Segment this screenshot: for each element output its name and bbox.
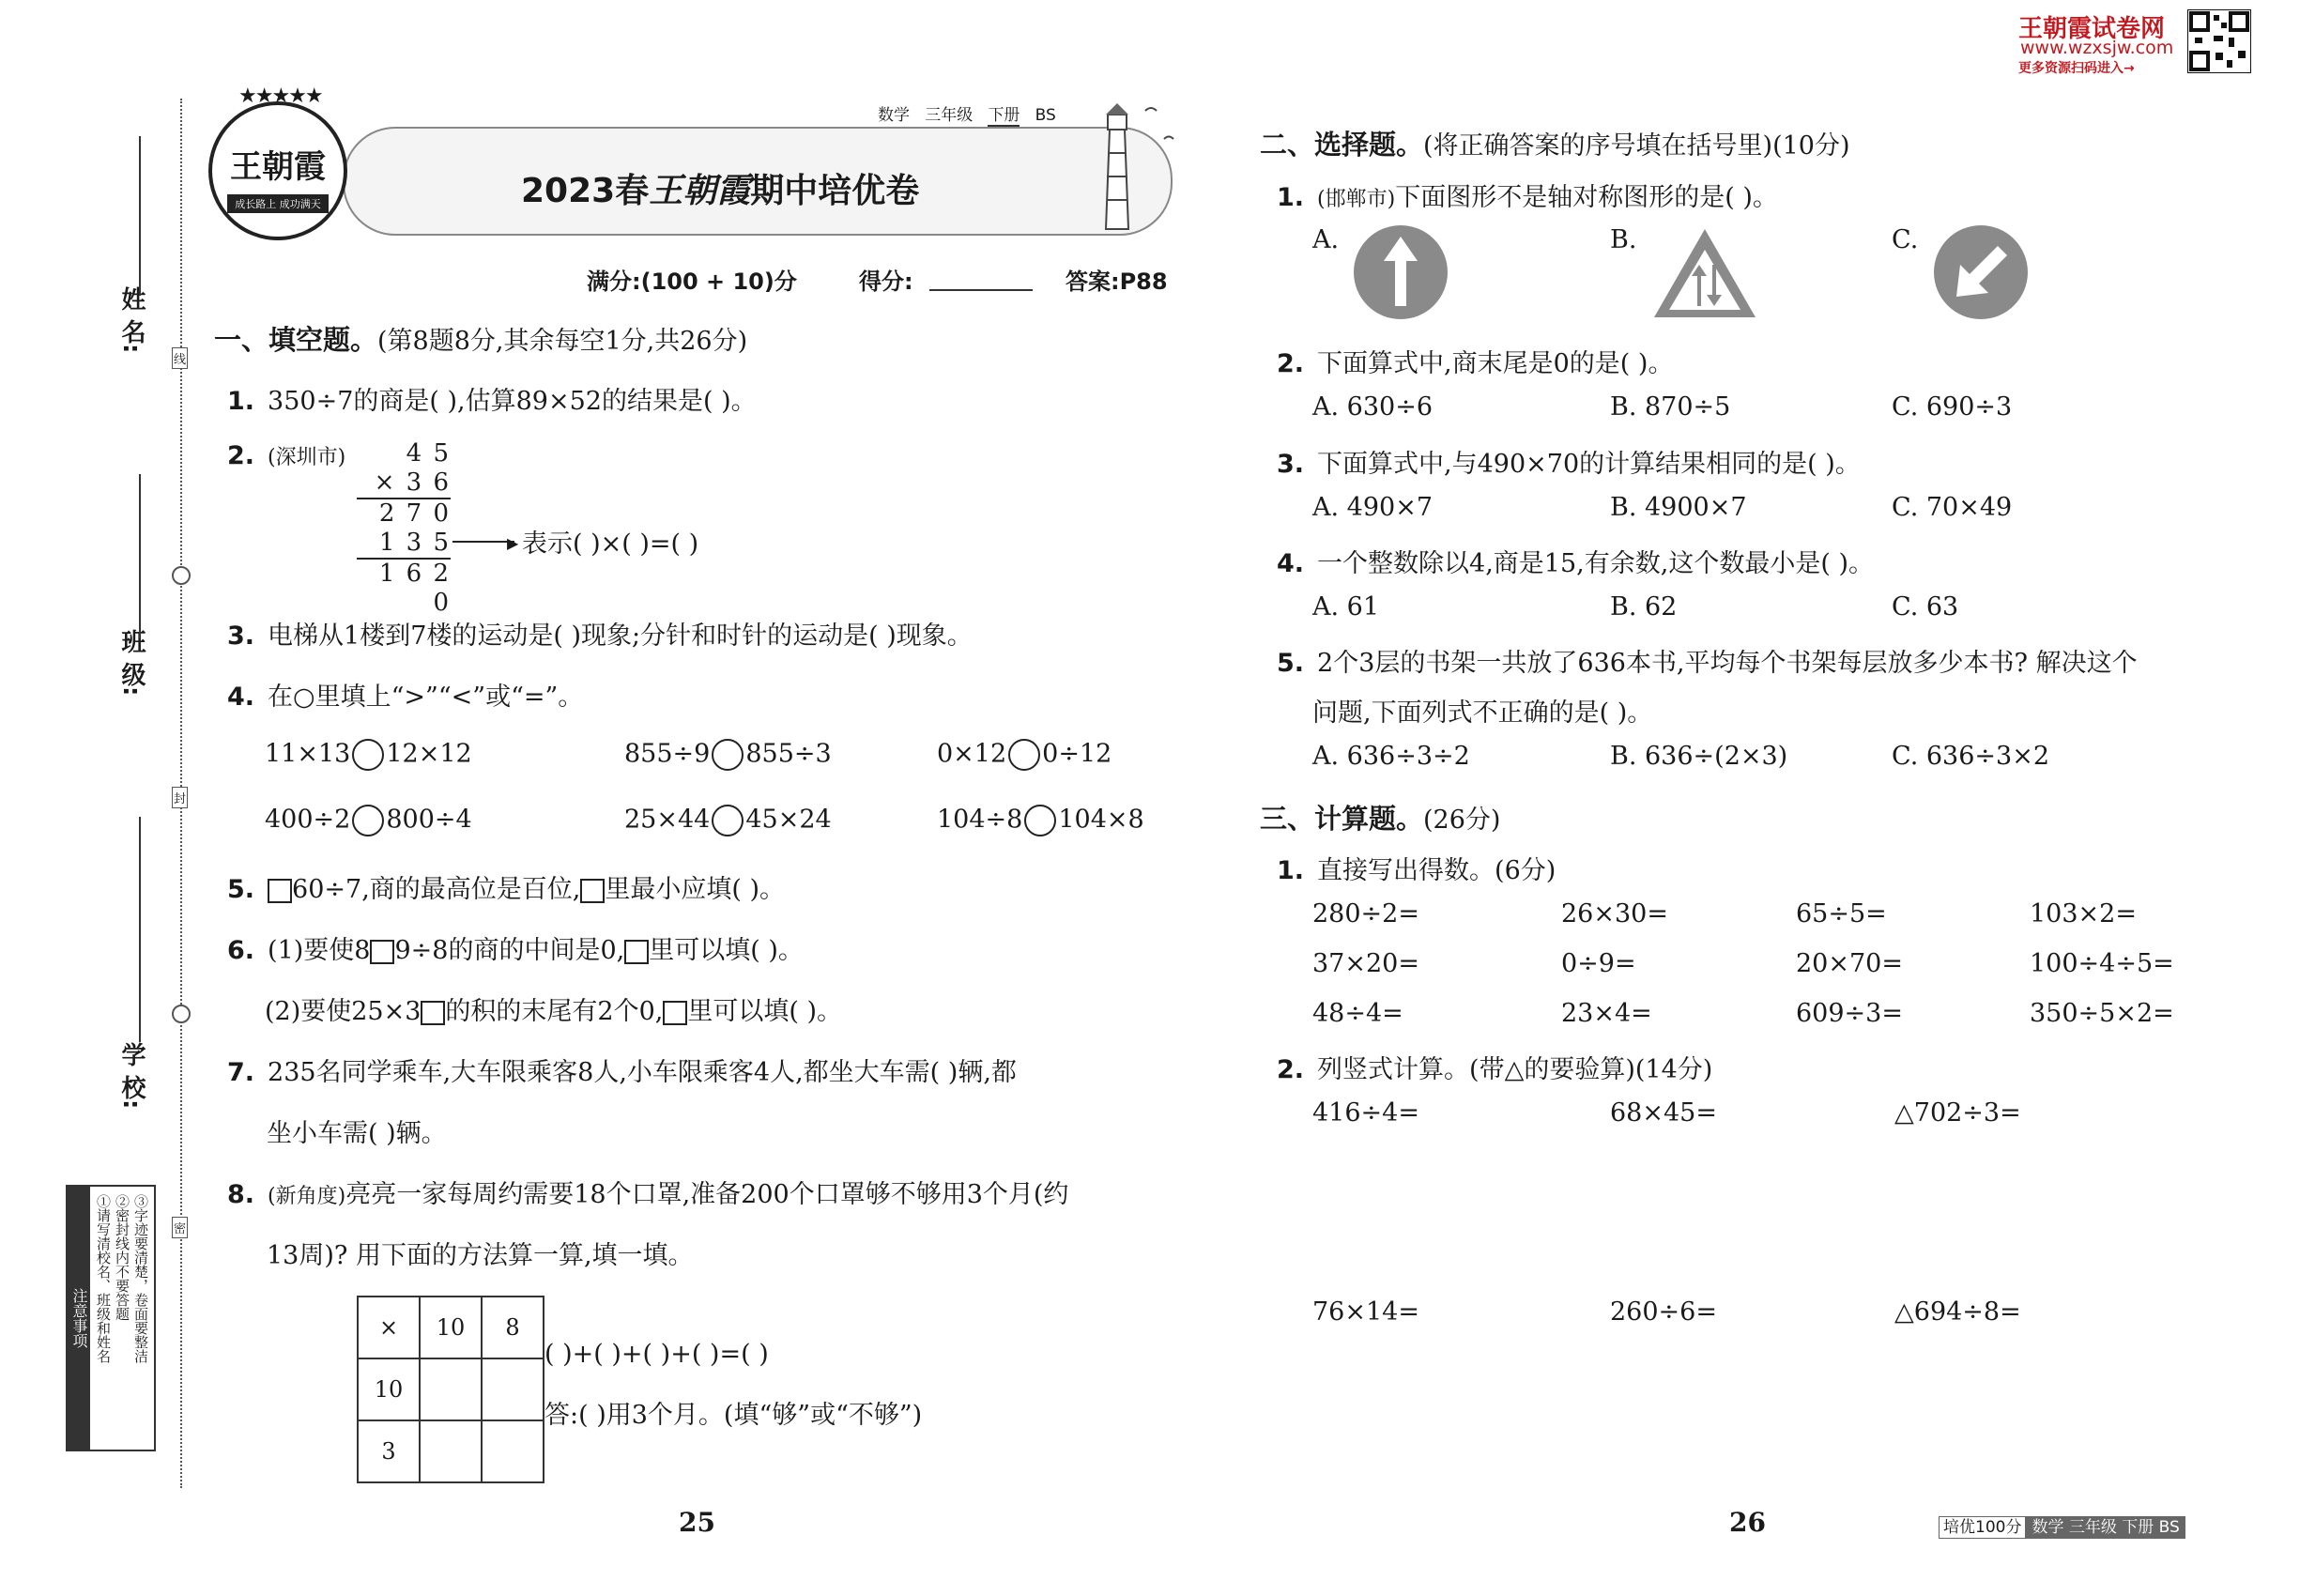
q8-tag: (新角度)	[268, 1185, 346, 1208]
page-title	[521, 164, 919, 212]
q4-compare-item: 0×12 0÷12	[937, 739, 1112, 771]
question-3-2: 2. 列竖式计算。(带△的要验算)(14分)	[1277, 1055, 1713, 1084]
q8-answer: 答:( )用3个月。(填“够”或“不够”)	[544, 1401, 923, 1430]
q2-2-option[interactable]: A. 630÷6	[1312, 392, 1433, 422]
school-label: 学 校:	[117, 1042, 146, 1110]
qr-code-icon[interactable]	[2187, 9, 2251, 73]
oral-calc-item: 23×4=	[1561, 999, 1652, 1028]
school-field[interactable]	[139, 817, 141, 1042]
title-suffix: 期中培优卷	[750, 172, 920, 210]
q2-3-option[interactable]: A. 490×7	[1312, 493, 1433, 522]
lighthouse-icon	[1080, 101, 1183, 233]
q2-5-option[interactable]: B. 636÷(2×3)	[1610, 742, 1788, 771]
vertical-calc-item: 76×14=	[1312, 1297, 1419, 1327]
q2-line: 1 6 2 0	[378, 560, 451, 617]
option-b-label[interactable]: B.	[1610, 225, 1637, 254]
q2-1-text: 下面图形不是轴对称图形的是( )。	[1395, 183, 1778, 212]
q8-sum: ( )+( )+( )+( )=( )	[544, 1340, 769, 1369]
q2-5-option[interactable]: A. 636÷3÷2	[1312, 742, 1470, 771]
q7-line2: 坐小车需( )辆。	[267, 1119, 447, 1148]
q4-compare-item: 11×13 12×12	[265, 739, 472, 771]
question-1-8: 8. (新角度)亮亮一家每周约需要18个口罩,准备200个口罩够不够用3个月(约	[227, 1180, 1069, 1209]
two-way-traffic-sign-icon[interactable]	[1650, 225, 1759, 321]
table-cell[interactable]	[420, 1358, 482, 1420]
q4-compare-item: 25×44 45×24	[624, 805, 832, 836]
question-1-5: 5. 60÷7,商的最高位是百位, 里最小应填( )。	[227, 875, 786, 904]
compare-circle[interactable]	[712, 805, 744, 836]
blank-box[interactable]	[268, 879, 292, 903]
question-2-4: 4. 一个整数除以4,商是15,有余数,这个数最小是( )。	[1277, 549, 1874, 578]
table-row-header: 10	[358, 1358, 420, 1420]
compare-circle[interactable]	[352, 805, 384, 836]
oral-calc-item: 20×70=	[1796, 949, 1903, 978]
note-item: ③字迹要清楚，卷面要整洁	[132, 1194, 149, 1363]
blank-box[interactable]	[624, 940, 649, 964]
q4-compare-item: 855÷9 855÷3	[624, 739, 832, 771]
oral-calc-item: 26×30=	[1561, 899, 1668, 928]
note-item: ①请写清校名、班级和姓名	[95, 1194, 112, 1363]
cut-mark-seal: 封	[172, 787, 188, 808]
table-corner: ×	[358, 1297, 420, 1358]
note-item: ②密封线内不要答题	[114, 1194, 130, 1321]
class-label: 班 级:	[117, 629, 146, 697]
question-1-7: 7. 235名同学乘车,大车限乘客8人,小车限乘客4人,都坐大车需( )辆,都	[227, 1058, 1017, 1087]
q4-compare-item: 400÷2 800÷4	[265, 805, 472, 836]
section3-desc: (26分)	[1423, 806, 1501, 835]
question-1-1: 1. 350÷7的商是( ),估算89×52的结果是( )。	[227, 387, 757, 416]
q2-2-option[interactable]: B. 870÷5	[1610, 392, 1731, 422]
oral-calc-item: 48÷4=	[1312, 999, 1403, 1028]
section3-heading: 三、计算题。	[1260, 803, 1424, 835]
name-field[interactable]	[139, 136, 141, 296]
section1-title	[214, 319, 747, 358]
cut-mark-line: 线	[172, 347, 188, 369]
header-subject: 数学	[878, 106, 910, 125]
section1-desc: (第8题8分,其余每空1分,共26分)	[377, 327, 748, 356]
q2-3-option[interactable]: B. 4900×7	[1610, 493, 1747, 522]
q2-arrow-icon	[452, 541, 514, 543]
vertical-calc-item: 260÷6=	[1610, 1297, 1717, 1327]
option-a-label[interactable]: A.	[1312, 225, 1340, 254]
table-row-header: 3	[358, 1420, 420, 1482]
question-1-2: 2. (深圳市)	[227, 441, 346, 470]
q3-text: 电梯从1楼到7楼的运动是( )现象;分针和时针的运动是( )现象。	[268, 622, 973, 651]
class-field[interactable]	[139, 474, 141, 638]
oral-calc-item: 37×20=	[1312, 949, 1419, 978]
brand-tagline: 更多资源扫码进入→	[2018, 61, 2135, 76]
q4-text: 在○里填上“>”“<”或“=”。	[268, 683, 584, 712]
q2-5-line2: 问题,下面列式不正确的是( )。	[1312, 698, 1653, 728]
section2-heading: 二、选择题。	[1260, 129, 1424, 161]
notes-title: 注意事项	[68, 1187, 90, 1450]
logo	[208, 84, 347, 240]
table-cell[interactable]	[420, 1420, 482, 1482]
header-grade: 三年级	[925, 106, 974, 125]
q2-arrow-head-icon: ▶	[507, 534, 519, 552]
q2-tag: (深圳市)	[268, 446, 346, 469]
footer-tag-meta: 数学 三年级 下册 BS	[2026, 1516, 2185, 1539]
compare-circle[interactable]	[1024, 805, 1056, 836]
question-1-6-2: (2)要使25×3 的积的末尾有2个0, 里可以填( )。	[265, 997, 843, 1026]
page-number-right: 26	[1729, 1507, 1766, 1538]
q2-text: 表示( )×( )=( )	[522, 529, 699, 559]
oral-calc-item: 350÷5×2=	[2030, 999, 2174, 1028]
blank-box[interactable]	[580, 879, 605, 903]
cut-mark-secret: 密	[172, 1217, 188, 1238]
q2-5-option[interactable]: C. 636÷3×2	[1892, 742, 2049, 771]
answer-ref: 答案:P88	[1066, 269, 1168, 295]
question-2-3: 3. 下面算式中,与490×70的计算结果相同的是( )。	[1277, 450, 1861, 479]
q2-2-option[interactable]: C. 690÷3	[1892, 392, 2013, 422]
table-cell[interactable]	[482, 1358, 544, 1420]
logo-ribbon: 成长路上 成功满天	[227, 194, 329, 213]
q2-line: × 3 6	[357, 468, 451, 499]
question-2-1: 1. (邯郸市)下面图形不是轴对称图形的是( )。	[1277, 183, 1778, 212]
q2-line: 1 3 5	[357, 529, 451, 560]
vertical-calc-item: △694÷8=	[1894, 1297, 2021, 1327]
score-label: 得分:	[859, 269, 913, 295]
vertical-calc-item: 68×45=	[1610, 1098, 1717, 1128]
footer-tag-label: 培优100分	[1939, 1516, 2026, 1539]
question-3-1: 1. 直接写出得数。(6分)	[1277, 856, 1556, 885]
header-volume: 下册	[988, 106, 1020, 125]
compare-circle[interactable]	[712, 739, 744, 771]
q2-4-option[interactable]: B. 62	[1610, 592, 1678, 622]
full-score: 满分:(100 + 10)分	[587, 269, 797, 295]
oral-calc-item: 100÷4÷5=	[2030, 949, 2174, 978]
brand-name: 王朝霞试卷网	[2018, 15, 2166, 43]
compare-circle[interactable]	[352, 739, 384, 771]
up-arrow-sign-icon[interactable]	[1352, 223, 1449, 321]
blank-box[interactable]	[663, 1001, 687, 1025]
q8-multiplication-table	[357, 1296, 544, 1483]
table-col-header: 10	[420, 1297, 482, 1358]
table-cell[interactable]	[482, 1420, 544, 1482]
option-c-label[interactable]: C.	[1892, 225, 1919, 254]
question-1-6: 6. (1)要使8 9÷8的商的中间是0, 里可以填( )。	[227, 936, 804, 965]
oral-calc-item: 609÷3=	[1796, 999, 1903, 1028]
q2-line: 4 5	[406, 439, 451, 468]
q2-line: 2 7 0	[378, 499, 451, 528]
brand-url[interactable]: www.wzxsjw.com	[2020, 38, 2174, 58]
compare-circle[interactable]	[1008, 739, 1040, 771]
table-col-header: 8	[482, 1297, 544, 1358]
blank-box[interactable]	[421, 1001, 445, 1025]
section2-title	[1260, 124, 1850, 162]
oral-calc-item: 280÷2=	[1312, 899, 1419, 928]
title-prefix: 2023春	[521, 172, 650, 210]
q1-text: 350÷7的商是( ),估算89×52的结果是( )。	[268, 387, 757, 416]
q7-line1: 235名同学乘车,大车限乘客8人,小车限乘客4人,都坐大车需( )辆,都	[268, 1058, 1017, 1087]
header-edition: BS	[1035, 106, 1056, 125]
section3-title	[1260, 798, 1500, 836]
vertical-calc-item: 416÷4=	[1312, 1098, 1419, 1128]
logo-stars: ★★★★★	[238, 84, 322, 108]
binding-hole-icon	[172, 566, 191, 585]
section2-desc: (将正确答案的序号填在括号里)(10分)	[1423, 131, 1850, 161]
oral-calc-item: 0÷9=	[1561, 949, 1636, 978]
question-1-3: 3. 电梯从1楼到7楼的运动是( )现象;分针和时针的运动是( )现象。	[227, 622, 973, 651]
binding-hole-icon	[172, 1005, 191, 1023]
q2-vertical-multiplication	[357, 439, 451, 618]
vertical-calc-item: △702÷3=	[1894, 1098, 2021, 1128]
question-2-2: 2. 下面算式中,商末尾是0的是( )。	[1277, 349, 1674, 378]
title-brand: 王朝霞	[649, 171, 751, 210]
q8-line1: 亮亮一家每周约需要18个口罩,准备200个口罩够不够用3个月(约	[345, 1180, 1069, 1209]
logo-text: 王朝霞	[230, 148, 326, 186]
name-label: 姓 名:	[117, 286, 146, 354]
question-2-5: 5. 2个3层的书架一共放了636本书,平均每个书架每层放多少本书? 解决这个	[1277, 649, 2138, 678]
header-meta	[878, 101, 1056, 125]
blank-box[interactable]	[370, 940, 394, 964]
q2-4-option[interactable]: A. 61	[1312, 592, 1380, 622]
oral-calc-item: 65÷5=	[1796, 899, 1887, 928]
down-left-arrow-sign-icon[interactable]	[1932, 223, 2030, 321]
oral-calc-item: 103×2=	[2030, 899, 2137, 928]
section1-heading: 一、填空题。	[214, 324, 378, 356]
score-field[interactable]	[929, 289, 1033, 291]
q4-compare-item: 104÷8 104×8	[937, 805, 1144, 836]
q2-4-option[interactable]: C. 63	[1892, 592, 1959, 622]
q8-line2: 13周)? 用下面的方法算一算,填一填。	[267, 1241, 694, 1270]
notes-box	[66, 1185, 156, 1451]
q2-1-tag: (邯郸市)	[1317, 188, 1396, 211]
q2-3-option[interactable]: C. 70×49	[1892, 493, 2013, 522]
page-number-left: 25	[679, 1507, 715, 1538]
footer-tag	[1939, 1513, 2185, 1537]
question-1-4: 4. 在○里填上“>”“<”或“=”。	[227, 683, 584, 712]
